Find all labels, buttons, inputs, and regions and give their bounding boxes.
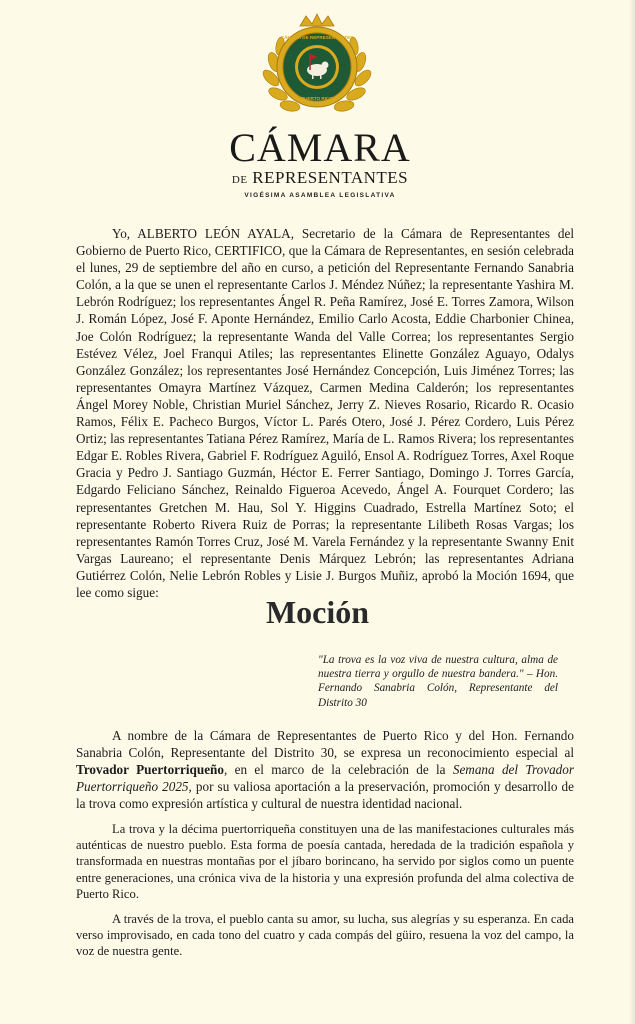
seal-text-bottom: PUERTO RICO	[301, 96, 333, 101]
org-name-line1: CÁMARA	[229, 125, 411, 170]
certification-paragraph: Yo, ALBERTO LEÓN AYALA, Secretario de la Cámara de Representantes del Gobierno de Puerto Rico, CERTIFICO, que la Cámara de Representantes, en sesión celebrada el lunes, 29 de septiembre del año en curso, a petición del Representante Fernando Sanabria Colón, a la que se unen el representante Carlos J. Méndez Núñez; la representante Yashira M. Lebrón Rodríguez; los representantes Ángel R. Peña Ramírez, José E. Torres Zamora, Wilson J. Román López, José F. Aponte Hernández, Emilio Carlo Acosta, Eddie Charbonier Chinea, Joe Colón Rodríguez; la representante Wanda del Valle Correa; los representantes Sergio Estévez Vélez, Joel Franqui Atiles; las representantes Elinette González Aguayo, Odalys González González; los representantes José Hernández Concepción, Luis Jiménez Torres; las representantes Omayra Martínez Vázquez, Carmen Medina Calderón; los representantes Ángel Morey Noble, Christian Muriel Sánchez, Jerry Z. Nieves Rosario, Ricardo R. Ocasio Ramos, Félix E. Pacheco Burgos, Víctor L. Parés Otero, José J. Pérez Cordero, Luis Pérez Ortiz; las representantes Tatiana Pérez Ramírez, María de L. Ramos Rivera; los representantes Edgar E. Robles Rivera, Gabriel F. Rodríguez Aguiló, Ensol A. Rodríguez Torres, Axel Roque Gracia y Pedro J. Santiago Guzmán, Héctor E. Ferrer Santiago, Domingo J. Torres García, Edgardo Feliciano Sánchez, Reinaldo Figueroa Acevedo, Ángel A. Fourquet Cordero; las representantes Gretchen M. Hau, Sol Y. Higgins Cuadrado, Estrella Martínez Soto; el representante Roberto Rivera Ruiz de Porras; la representante Lilibeth Rosas Vargas; los representantes Ramón Torres Cruz, José M. Varela Fernández y la representante Swanny Enit Vargas Laureano; el representante Denis Márquez Lebrón; las representantes Adriana Gutiérrez Colón, Nelie Lebrón Robles y Lisie J. Burgos Muñiz, aprobó la Moción 1694, que lee como sigue:	[76, 226, 574, 600]
motion-quote: "La trova es la voz viva de nuestra cultura, alma de nuestra tierra y orgullo de nuestra bandera." – Hon. Fernando Sanabria Colón, Representante del Distrito 30	[318, 654, 558, 709]
assembly-label: VIGÉSIMA ASAMBLEA LEGISLATIVA	[244, 192, 396, 199]
motion-paragraph-3: A través de la trova, el pueblo canta su amor, su lucha, sus alegrías y su esperanza. En cada verso improvisado, en cada tono del cuatro y cada compás del güiro, resuena la voz del campo, la voz de nuestra gente.	[76, 912, 574, 959]
motion-title: Moción	[265, 594, 370, 630]
seal-text-top: CÁMARA DE REPRESENTANTES	[280, 35, 354, 40]
house-seal-logo	[262, 12, 372, 124]
page-edge	[629, 0, 635, 1024]
letterhead-title	[200, 125, 440, 199]
motion-paragraph-1: A nombre de la Cámara de Representantes de Puerto Rico y del Hon. Fernando Sanabria Colón, Representante del Distrito 30, se expresa un reconocimiento especial al Trovador Puertorriqueño, en el marco de la celebración de la Semana del Trovador Puertorriqueño 2025, por su valiosa aportación a la preservación, promoción y desarrollo de la trova como expresión artística y cultural de nuestra identidad nacional.	[76, 728, 574, 812]
org-name-line2: DE REPRESENTANTES	[231, 168, 409, 187]
motion-paragraph-2: La trova y la décima puertorriqueña constituyen una de las manifestaciones culturales más auténticas de nuestro pueblo. Esta forma de poesía cantada, heredada de la tradición española y transformada en nuestras montañas por el jíbaro borincano, ha servido por siglos como un puente entre generaciones, una crónica viva de la historia y una expresión profunda del alma colectiva de Puerto Rico.	[76, 822, 574, 901]
